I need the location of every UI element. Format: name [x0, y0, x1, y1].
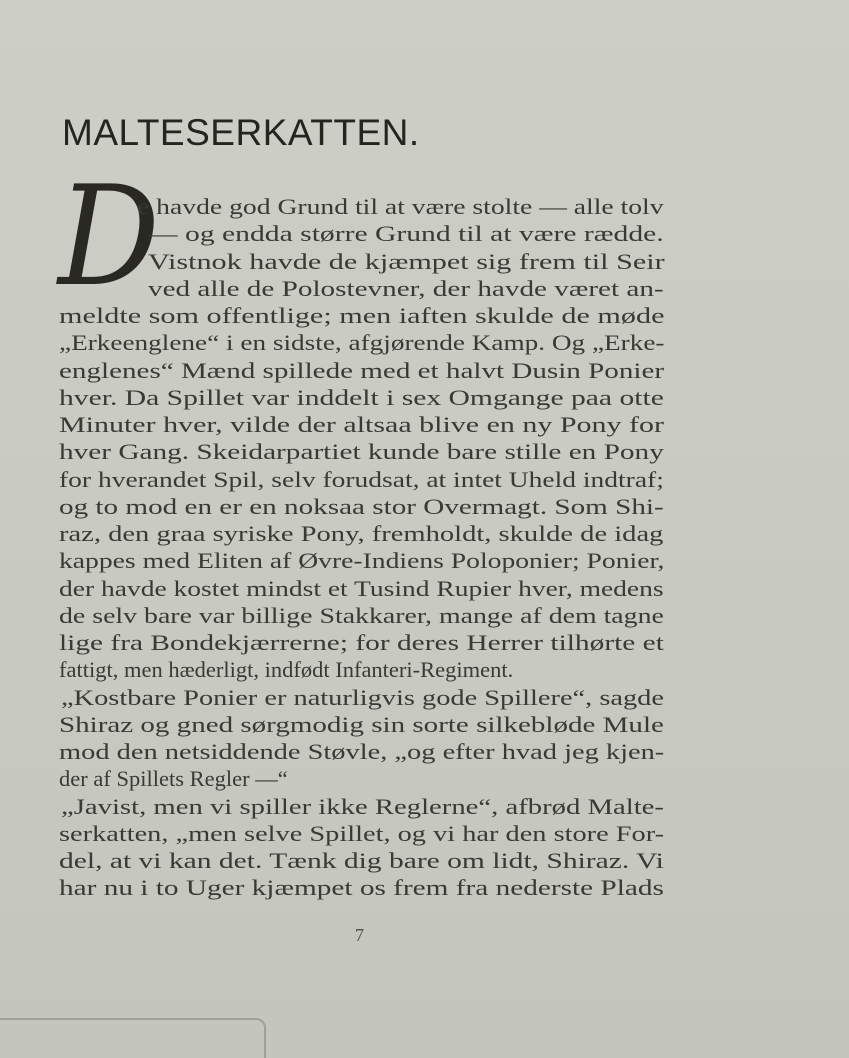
text-line: serkatten, „men selve Spillet, og vi har den store For- [59, 820, 665, 846]
text-line: kappes med Eliten af Øvre-Indiens Poloponier; Ponier, [59, 548, 665, 574]
text-line: „Erkeenglene“ i en sidste, afgjørende Kamp. Og „Erke- [59, 330, 665, 356]
text-line: de selv bare var billige Stakkarer, mange af dem tagne [59, 602, 664, 628]
text-line: „Kostbare Ponier er naturligvis gode Spillere“, sagde [61, 684, 664, 710]
text-line: raz, den graa syriske Pony, fremholdt, skulde de idag [59, 521, 664, 546]
text-line: Shiraz og gned sørgmodig sin sorte silkebløde Mule [59, 711, 664, 737]
text-line: del, at vi kan det. Tænk dig bare om lidt, Shiraz. Vi [59, 848, 664, 873]
page-crease [0, 1018, 266, 1058]
text-line: e havde god Grund til at være stolte — alle tolv [137, 194, 664, 219]
text-line: der af Spillets Regler —“ [59, 766, 288, 792]
text-line: — og endda større Grund til at være rædde. [148, 221, 664, 247]
text-line: og to mod en er en noksaa stor Overmagt. Som Shi- [59, 493, 664, 519]
text-line: har nu i to Uger kjæmpet os frem fra nederste Plads [59, 875, 664, 901]
chapter-title: MALTESERKATTEN. [62, 112, 420, 153]
text-line: Vistnok havde de kjæmpet sig frem til Seir [148, 248, 665, 274]
text-line: englenes“ Mænd spillede med et halvt Dusin Ponier [59, 357, 665, 383]
text-line: hver Gang. Skeidarpartiet kunde bare stille en Pony [59, 439, 664, 465]
text-line: hver. Da Spillet var inddelt i sex Omgange paa otte [59, 384, 664, 410]
text-line: fattigt, men hæderligt, indfødt Infanteri-Regiment. [59, 657, 514, 683]
text-line: „Javist, men vi spiller ikke Reglerne“, afbrød Malte- [61, 793, 664, 819]
drop-cap: D [58, 156, 160, 317]
text-line: ved alle de Polostevner, der havde været an- [148, 275, 664, 301]
text-line: meldte som offentlige; men iaften skulde de møde [59, 303, 665, 328]
text-line: mod den netsiddende Støvle, „og efter hvad jeg kjen- [59, 739, 665, 764]
text-line: lige fra Bondekjærrerne; for deres Herrer tilhørte et [59, 630, 664, 655]
text-line: for hverandet Spil, selv forudsat, at intet Uheld indtraf; [59, 466, 664, 492]
page-number: 7 [355, 925, 364, 945]
text-line: Minuter hver, vilde der altsaa blive en ny Pony for [59, 412, 664, 437]
text-line: der havde kostet mindst et Tusind Rupier hver, medens [59, 575, 664, 601]
